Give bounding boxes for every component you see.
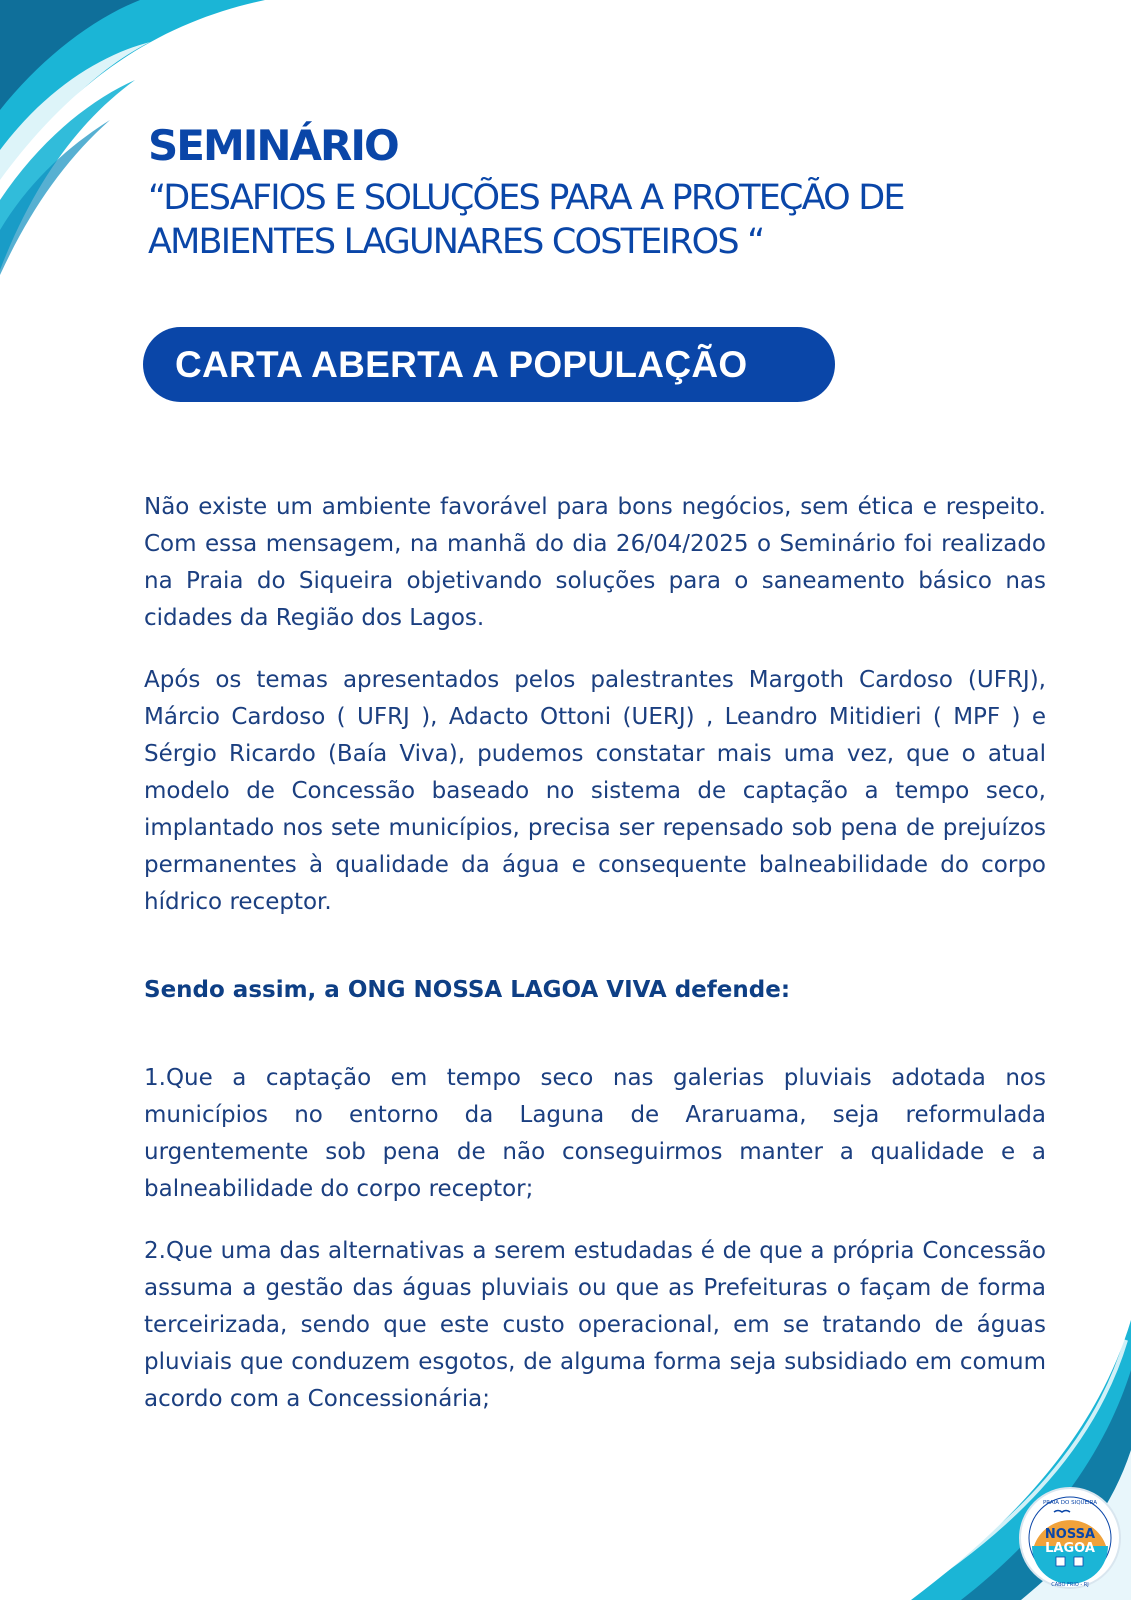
title-block — [148, 122, 1048, 264]
logo-top-text: PRAIA DO SIQUEIRA — [1042, 1500, 1098, 1506]
logo-line-2: LAGOA — [1045, 1541, 1095, 1556]
subtitle-line-1: “DESAFIOS E SOLUÇÕES PARA A PROTEÇÃO DE — [148, 178, 904, 218]
open-letter-badge — [143, 327, 835, 402]
open-letter-label: CARTA ABERTA A POPULAÇÃO — [175, 343, 748, 385]
subtitle-line-2: AMBIENTES LAGUNARES COSTEIROS “ — [148, 222, 764, 262]
logo-bottom-text: CABO FRIO - RJ — [1051, 1582, 1089, 1588]
list-item: 1.Que a captação em tempo seco nas galerias pluviais adotada nos municípios no entorno da Laguna de Araruama, seja reformulada urgentemente sob pena de não conseguirmos manter a qualidade e a balneabilidade do corpo receptor; — [144, 1065, 1046, 1202]
logo-line-1: NOSSA — [1044, 1527, 1096, 1542]
seminar-title: SEMINÁRIO — [148, 121, 398, 170]
nossa-lagoa-logo — [1018, 1486, 1122, 1590]
ong-callout: Sendo assim, a ONG NOSSA LAGOA VIVA defende: — [144, 977, 791, 1003]
paragraph-speakers: Após os temas apresentados pelos palestrantes Margoth Cardoso (UFRJ), Márcio Cardoso ( UFRJ ), Adacto Ottoni (UERJ) , Leandro Mitidieri ( MPF ) e Sérgio Ricardo (Baía Viva), pudemos constatar mais uma vez, que o atual modelo de Concessão baseado no sistema de captação a tempo seco, implantado nos sete municípios, precisa ser repensado sob pena de prejuízos permanentes à qualidade da água e consequente balneabilidade do corpo hídrico receptor. — [144, 667, 1046, 915]
paragraph-intro: Não existe um ambiente favorável para bons negócios, sem ética e respeito. Com essa mensagem, na manhã do dia 26/04/2025 o Seminário foi realizado na Praia do Siqueira objetivando soluções para o saneamento básico nas cidades da Região dos Lagos. — [144, 494, 1046, 631]
seminar-subtitle — [148, 176, 1048, 264]
list-item: 2.Que uma das alternativas a serem estudadas é de que a própria Concessão assuma a gestão das águas pluviais ou que as Prefeituras o façam de forma terceirizada, sendo que este custo operacional, em se tratando de águas pluviais que conduzem esgotos, de alguma forma seja subsidiado em comum acordo com a Concessionária; — [144, 1238, 1046, 1412]
letter-body — [144, 489, 1046, 1418]
